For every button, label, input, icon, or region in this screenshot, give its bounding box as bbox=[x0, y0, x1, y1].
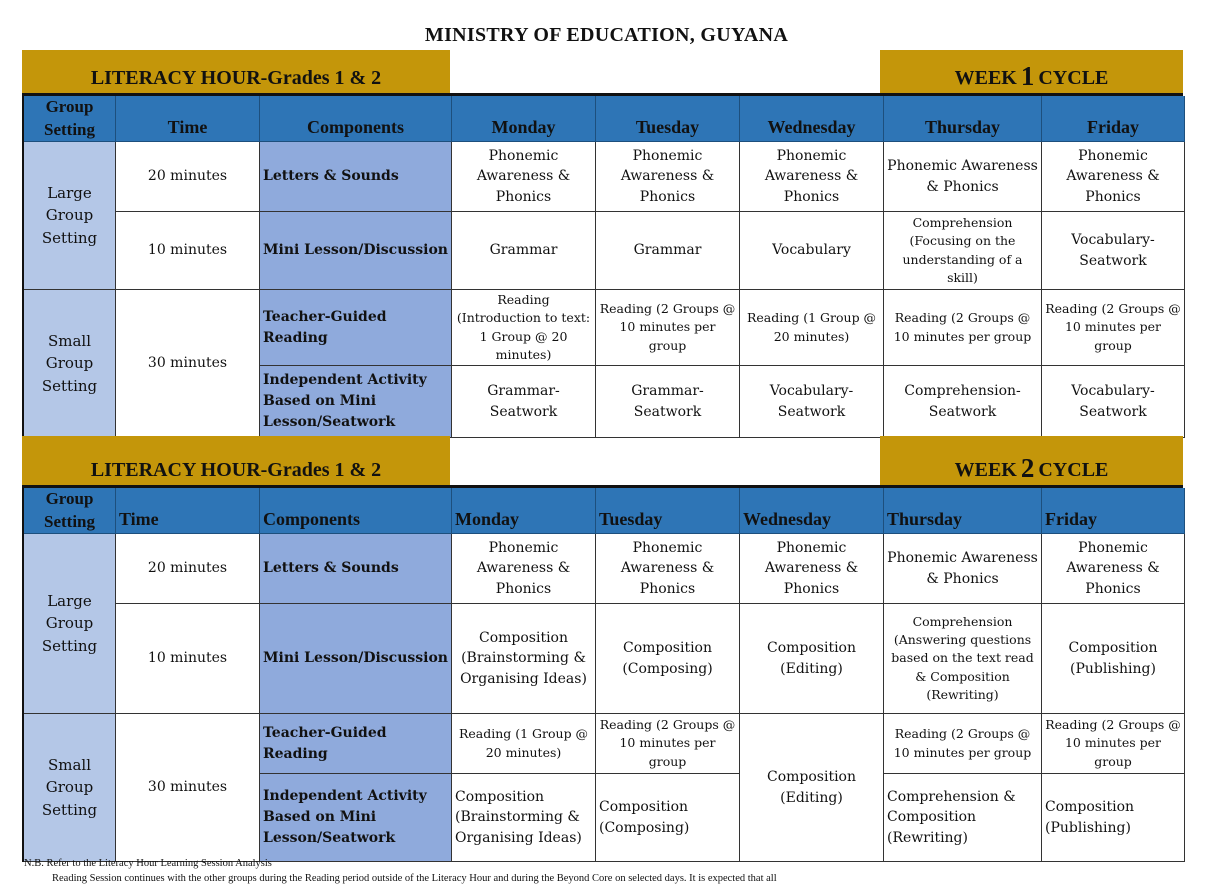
week2-cycle-banner bbox=[880, 436, 1183, 485]
week2-cycle-prefix: WEEK bbox=[954, 459, 1017, 481]
activity-cell: Vocabulary-Seatwork bbox=[1042, 212, 1185, 290]
week2-schedule-table bbox=[22, 485, 1183, 862]
time-cell: 10 minutes bbox=[116, 604, 260, 714]
activity-cell: Phonemic Awareness & Phonics bbox=[452, 534, 596, 604]
week1-cycle-banner bbox=[880, 50, 1183, 93]
activity-cell: Grammar bbox=[596, 212, 740, 290]
component-letters-sounds: Letters & Sounds bbox=[260, 142, 452, 212]
week1-cycle-suffix: CYCLE bbox=[1038, 67, 1109, 89]
footnote-line2: Reading Session continues with the other groups during the Reading period outside of the Literacy Hour and during the Beyond Core on selected days. It is expected that all bbox=[52, 873, 777, 884]
activity-cell: Phonemic Awareness & Phonics bbox=[1042, 534, 1185, 604]
activity-cell: Reading (2 Groups @ 10 minutes per group bbox=[596, 290, 740, 366]
activity-cell: Vocabulary-Seatwork bbox=[740, 366, 884, 438]
activity-cell: Phonemic Awareness & Phonics bbox=[884, 534, 1042, 604]
activity-cell: Composition (Brainstorming & Organising Ideas) bbox=[452, 774, 596, 862]
activity-cell: Composition (Editing) bbox=[740, 604, 884, 714]
header-group-setting: Group Setting bbox=[24, 96, 116, 142]
small-group-setting: Small Group Setting bbox=[24, 290, 116, 438]
activity-cell: Composition (Editing) bbox=[740, 714, 884, 862]
component-teacher-guided-reading: Teacher-Guided Reading bbox=[260, 290, 452, 366]
activity-cell: Vocabulary-Seatwork bbox=[1042, 366, 1185, 438]
activity-cell: Vocabulary bbox=[740, 212, 884, 290]
activity-cell: Grammar bbox=[452, 212, 596, 290]
activity-cell: Composition (Composing) bbox=[596, 604, 740, 714]
component-mini-lesson: Mini Lesson/Discussion bbox=[260, 212, 452, 290]
time-cell: 30 minutes bbox=[116, 290, 260, 438]
page-title: MINISTRY OF EDUCATION, GUYANA bbox=[424, 24, 789, 46]
week2-banner-title: LITERACY HOUR-Grades 1 & 2 bbox=[90, 459, 382, 481]
activity-cell: Phonemic Awareness & Phonics bbox=[596, 534, 740, 604]
activity-cell: Reading (2 Groups @ 10 minutes per group bbox=[596, 714, 740, 774]
activity-cell: Reading (1 Group @ 20 minutes) bbox=[452, 714, 596, 774]
activity-cell: Reading (2 Groups @ 10 minutes per group bbox=[1042, 290, 1185, 366]
activity-cell: Composition (Publishing) bbox=[1042, 774, 1185, 862]
activity-cell: Grammar-Seatwork bbox=[596, 366, 740, 438]
activity-cell: Phonemic Awareness & Phonics bbox=[452, 142, 596, 212]
activity-cell: Comprehension-Seatwork bbox=[884, 366, 1042, 438]
header-time: Time bbox=[116, 96, 260, 142]
activity-cell: Composition (Publishing) bbox=[1042, 604, 1185, 714]
activity-cell: Phonemic Awareness & Phonics bbox=[884, 142, 1042, 212]
week1-literacy-banner bbox=[22, 50, 450, 93]
activity-cell: Grammar-Seatwork bbox=[452, 366, 596, 438]
activity-cell: Reading (2 Groups @ 10 minutes per group bbox=[884, 290, 1042, 366]
large-group-setting: Large Group Setting bbox=[24, 534, 116, 714]
header-thursday: Thursday bbox=[884, 96, 1042, 142]
activity-cell: Reading (1 Group @ 20 minutes) bbox=[740, 290, 884, 366]
week2-literacy-banner bbox=[22, 436, 450, 485]
header-tuesday: Tuesday bbox=[596, 96, 740, 142]
week2-cycle-suffix: CYCLE bbox=[1038, 459, 1109, 481]
component-independent-activity: Independent Activity Based on Mini Lesson/Seatwork bbox=[260, 366, 452, 438]
header-monday: Monday bbox=[452, 488, 596, 534]
activity-cell: Phonemic Awareness & Phonics bbox=[1042, 142, 1185, 212]
time-cell: 20 minutes bbox=[116, 534, 260, 604]
header-group-setting: Group Setting bbox=[24, 488, 116, 534]
header-time: Time bbox=[116, 488, 260, 534]
activity-cell: Composition (Brainstorming & Organising Ideas) bbox=[452, 604, 596, 714]
activity-cell: Comprehension (Answering questions based on the text read & Composition (Rewriting) bbox=[884, 604, 1042, 714]
activity-cell: Phonemic Awareness & Phonics bbox=[596, 142, 740, 212]
header-tuesday: Tuesday bbox=[596, 488, 740, 534]
week1-schedule-table bbox=[22, 93, 1183, 438]
header-wednesday: Wednesday bbox=[740, 96, 884, 142]
header-monday: Monday bbox=[452, 96, 596, 142]
component-teacher-guided-reading: Teacher-Guided Reading bbox=[260, 714, 452, 774]
small-group-setting: Small Group Setting bbox=[24, 714, 116, 862]
activity-cell: Phonemic Awareness & Phonics bbox=[740, 142, 884, 212]
component-mini-lesson: Mini Lesson/Discussion bbox=[260, 604, 452, 714]
large-group-setting: Large Group Setting bbox=[24, 142, 116, 290]
header-components: Components bbox=[260, 96, 452, 142]
week1-cycle-prefix: WEEK bbox=[954, 67, 1017, 89]
activity-cell: Composition (Composing) bbox=[596, 774, 740, 862]
header-components: Components bbox=[260, 488, 452, 534]
footnote-line1: N.B. Refer to the Literacy Hour Learning Session Analysis bbox=[24, 858, 272, 869]
time-cell: 10 minutes bbox=[116, 212, 260, 290]
activity-cell: Reading (2 Groups @ 10 minutes per group bbox=[1042, 714, 1185, 774]
week1-cycle-number: 1 bbox=[1020, 61, 1035, 91]
time-cell: 20 minutes bbox=[116, 142, 260, 212]
time-cell: 30 minutes bbox=[116, 714, 260, 862]
activity-cell: Comprehension (Focusing on the understanding of a skill) bbox=[884, 212, 1042, 290]
week1-banner-title: LITERACY HOUR-Grades 1 & 2 bbox=[90, 67, 382, 89]
header-wednesday: Wednesday bbox=[740, 488, 884, 534]
activity-cell: Reading (2 Groups @ 10 minutes per group bbox=[884, 714, 1042, 774]
header-friday: Friday bbox=[1042, 488, 1185, 534]
component-independent-activity: Independent Activity Based on Mini Lesson/Seatwork bbox=[260, 774, 452, 862]
week2-cycle-number: 2 bbox=[1020, 453, 1035, 483]
activity-cell: Phonemic Awareness & Phonics bbox=[740, 534, 884, 604]
activity-cell: Comprehension & Composition (Rewriting) bbox=[884, 774, 1042, 862]
activity-cell: Reading (Introduction to text: 1 Group @ 20 minutes) bbox=[452, 290, 596, 366]
component-letters-sounds: Letters & Sounds bbox=[260, 534, 452, 604]
header-thursday: Thursday bbox=[884, 488, 1042, 534]
header-friday: Friday bbox=[1042, 96, 1185, 142]
